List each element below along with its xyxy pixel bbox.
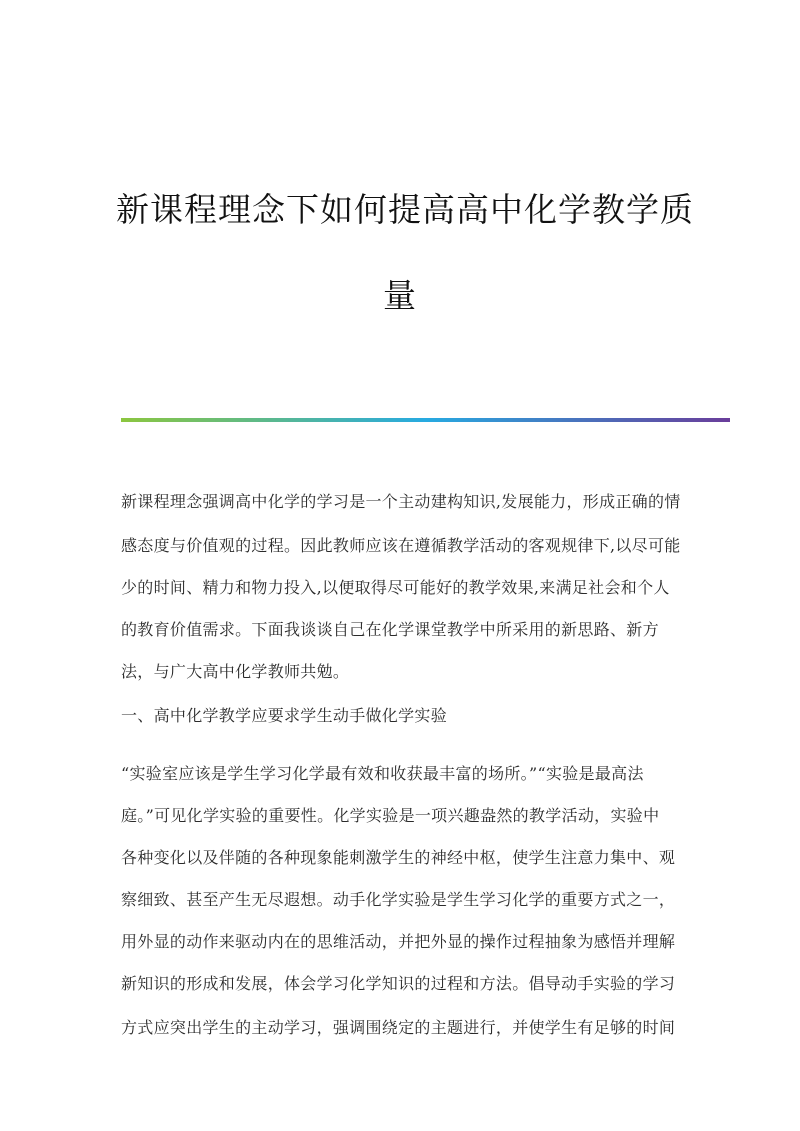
paragraph-1-line: 的教育价值需求。下面我谈谈自己在化学课堂教学中所采用的新思路、新方 [121, 620, 659, 639]
paragraph-2-line: 庭。”可见化学实验的重要性。化学实验是一项兴趣盎然的教学活动，实验中 [121, 806, 660, 825]
paragraph-2-line: “实验室应该是学生学习化学最有效和收获最丰富的场所。”“实验是最高法 [121, 764, 644, 783]
title-divider-gradient [121, 418, 730, 422]
paragraph-1-line: 新课程理念强调高中化学的学习是一个主动建构知识,发展能力，形成正确的情 [121, 492, 681, 511]
paragraph-2-line: 新知识的形成和发展，体会学习化学知识的过程和方法。倡导动手实验的学习 [121, 974, 676, 993]
paragraph-2-line: 各种变化以及伴随的各种现象能刺激学生的神经中枢，使学生注意力集中、观 [121, 848, 676, 867]
paragraph-2-line: 察细致、甚至产生无尽遐想。动手化学实验是学生学习化学的重要方式之一， [121, 890, 676, 909]
paragraph-1-line: 少的时间、精力和物力投入,以便取得尽可能好的教学效果,来满足社会和个人 [121, 578, 670, 597]
paragraph-1-line: 法，与广大高中化学教师共勉。 [121, 662, 350, 681]
document-title-line-1: 新课程理念下如何提高高中化学教学质 [116, 190, 694, 229]
paragraph-2-line: 用外显的动作来驱动内在的思维活动，并把外显的操作过程抽象为感悟并理解 [121, 932, 676, 951]
paragraph-2-line: 方式应突出学生的主动学习，强调围绕定的主题进行，并使学生有足够的时间 [121, 1018, 676, 1037]
paragraph-1-line: 感态度与价值观的过程。因此教师应该在遵循教学活动的客观规律下,以尽可能 [121, 536, 681, 555]
section-heading: 一、高中化学教学应要求学生动手做化学实验 [121, 706, 448, 725]
document-title-line-2: 量 [383, 276, 417, 315]
